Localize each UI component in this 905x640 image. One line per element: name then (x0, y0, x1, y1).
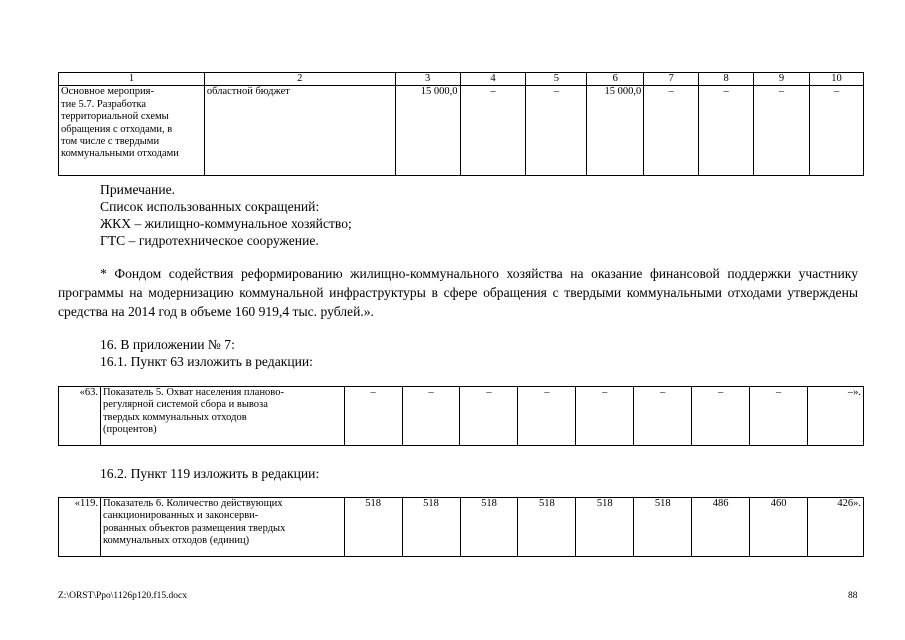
abbreviation-gts: ГТС – гидротехническое сооружение. (100, 233, 319, 248)
name-line: обращения с отходами, в (61, 123, 173, 135)
table-row (59, 387, 864, 446)
footer-file-path: Z:\ORST\Ppo\1126p120.f15.docx (58, 591, 187, 601)
header-cell: 10 (809, 73, 863, 86)
indicator-name-cell (100, 387, 344, 446)
table-row (59, 86, 864, 176)
activity-name-cell (59, 86, 205, 176)
name-line: (процентов) (102, 424, 157, 436)
page-number: 88 (848, 591, 858, 601)
name-line: Основное мероприя- (61, 86, 154, 98)
value-cell: – (402, 387, 460, 446)
indicator-63-table (58, 386, 864, 446)
table-row (59, 498, 864, 557)
header-cell: 1 (59, 73, 205, 86)
value-cell: 15 000,0 (395, 86, 460, 176)
value-cell: 15 000,0 (587, 86, 644, 176)
item-number: «63. (59, 387, 101, 446)
name-line: твердых коммунальных отходов (102, 411, 247, 423)
value-cell: – (634, 387, 692, 446)
name-line: территориальной схемы (61, 111, 169, 123)
value-cell: – (460, 387, 518, 446)
header-cell: 4 (460, 73, 526, 86)
section-16-2: 16.2. Пункт 119 изложить в редакции: (100, 466, 320, 481)
value-cell: 426». (808, 498, 864, 557)
name-line: санкционированных и законсерви- (102, 510, 259, 522)
value-cell: – (809, 86, 863, 176)
value-cell: 486 (692, 498, 750, 557)
program-table (58, 72, 864, 176)
name-line: регулярной системой сбора и вывоза (102, 399, 268, 411)
value-cell: – (692, 387, 750, 446)
header-cell: 2 (204, 73, 395, 86)
fund-paragraph: * Фондом содействия реформированию жилищно-коммунального хозяйства на оказание финансовой поддержки участнику программы на модернизацию коммунальной инфраструктуры в сфере обращения с твердыми коммунальными отходами утверждены средства на 2014 год в объеме 160 919,4 тыс. рублей.». (58, 266, 858, 319)
value-cell: – (754, 86, 810, 176)
name-line: коммунальными отходами (61, 148, 179, 160)
header-cell: 9 (754, 73, 810, 86)
indicator-name-cell (100, 498, 344, 557)
note-list-title: Список использованных сокращений: (100, 199, 320, 214)
header-cell: 7 (644, 73, 699, 86)
header-cell: 8 (699, 73, 754, 86)
header-cell: 6 (587, 73, 644, 86)
header-cell: 5 (526, 73, 587, 86)
section-16-1: 16.1. Пункт 63 изложить в редакции: (100, 354, 313, 369)
name-line: Показатель 5. Охват населения планово- (102, 387, 284, 398)
value-cell: 518 (402, 498, 460, 557)
value-cell: – (699, 86, 754, 176)
value-cell: – (518, 387, 576, 446)
note-title: Примечание. (100, 182, 176, 197)
value-cell: – (644, 86, 699, 176)
value-cell: 518 (460, 498, 518, 557)
value-cell: – (460, 86, 526, 176)
abbreviation-zhkh: ЖКХ – жилищно-коммунальное хозяйство; (100, 216, 352, 231)
section-16-title: 16. В приложении № 7: (100, 337, 235, 352)
value-cell: 518 (518, 498, 576, 557)
header-cell: 3 (395, 73, 460, 86)
name-line: Показатель 6. Количество действующих (102, 498, 283, 509)
value-cell: 518 (576, 498, 634, 557)
value-cell: 460 (750, 498, 808, 557)
value-cell: –». (807, 387, 863, 446)
name-line: коммунальных отходов (единиц) (102, 535, 250, 547)
value-cell: – (344, 387, 402, 446)
value-cell: – (526, 86, 587, 176)
indicator-119-table (58, 497, 864, 557)
name-line: том числе с твердыми (61, 136, 160, 148)
value-cell: 518 (634, 498, 692, 557)
table-header-row (59, 73, 864, 86)
item-number: «119. (59, 498, 101, 557)
funding-source-cell: областной бюджет (204, 86, 395, 176)
value-cell: – (576, 387, 634, 446)
name-line: тие 5.7. Разработка (61, 98, 147, 110)
name-line: рованных объектов размещения твердых (102, 522, 286, 534)
value-cell: – (750, 387, 808, 446)
value-cell: 518 (344, 498, 402, 557)
